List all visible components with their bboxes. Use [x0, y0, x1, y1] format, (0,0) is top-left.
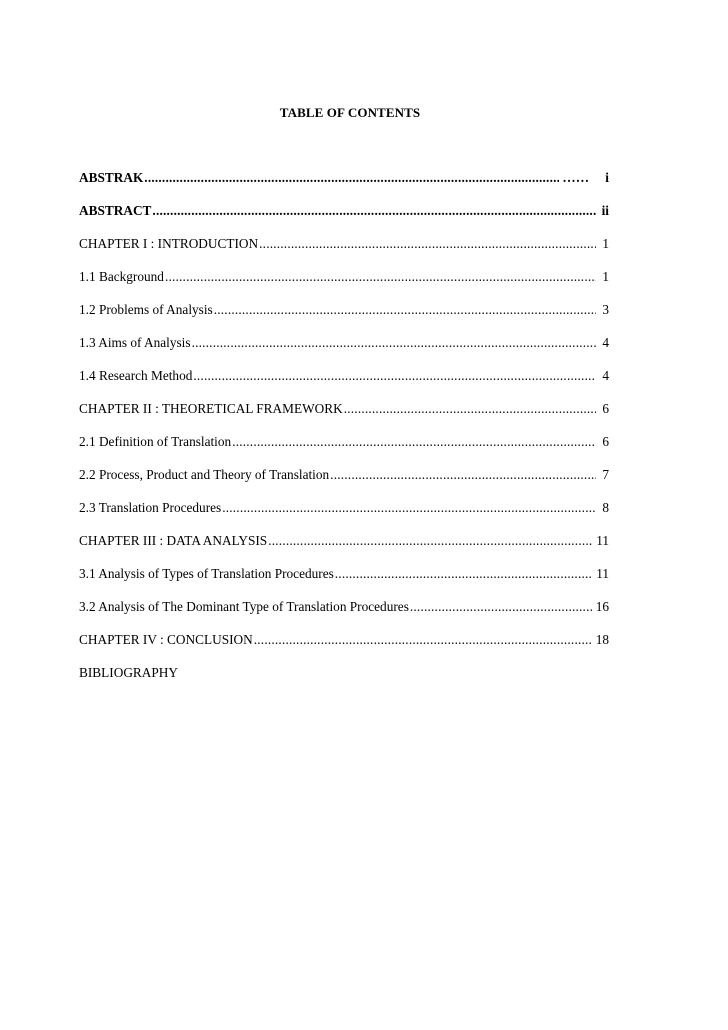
dot-leader — [254, 632, 593, 648]
toc-entry — [79, 269, 609, 302]
dot-leader — [144, 170, 559, 186]
toc-entry — [79, 401, 609, 434]
toc-entry — [79, 368, 609, 401]
page-title: TABLE OF CONTENTS — [279, 105, 421, 120]
toc-entry-label: 2.1 Definition of Translation — [79, 434, 232, 449]
toc-entry-page: 11 — [596, 566, 609, 581]
toc-entry-label: 1.1 Background — [79, 269, 164, 284]
toc-entry-label: 2.3 Translation Procedures — [79, 500, 222, 515]
toc-entry-label: CHAPTER III : DATA ANALYSIS — [79, 533, 268, 548]
dot-leader — [330, 467, 596, 483]
toc-entry-label: CHAPTER II : THEORETICAL FRAMEWORK — [79, 401, 343, 416]
toc-entry-page: 1 — [602, 269, 609, 284]
toc-entry-page: 6 — [602, 434, 609, 449]
toc-entry — [79, 203, 609, 236]
toc-entry — [79, 665, 609, 698]
dot-leader — [193, 368, 596, 384]
toc-entry — [79, 302, 609, 335]
toc-entry — [79, 599, 609, 632]
toc-entry — [79, 236, 609, 269]
toc-entry-extra: …… — [562, 170, 589, 185]
dot-leader — [410, 599, 593, 615]
dot-leader — [214, 302, 596, 318]
dot-leader — [268, 533, 593, 549]
toc-entry-page: 8 — [602, 500, 609, 515]
dot-leader — [192, 335, 596, 351]
toc-entry — [79, 467, 609, 500]
toc-entry-label: ABSTRACT — [79, 203, 152, 218]
toc-entry-page: ii — [601, 203, 609, 218]
toc-entry-label: CHAPTER I : INTRODUCTION — [79, 236, 259, 251]
dot-leader — [344, 401, 596, 417]
toc-entry — [79, 533, 609, 566]
toc-entry-page: i — [605, 170, 609, 185]
toc-entry — [79, 335, 609, 368]
dot-leader — [232, 434, 596, 450]
toc-entry — [79, 566, 609, 599]
dot-leader — [222, 500, 596, 516]
toc-entry-page: 4 — [602, 368, 609, 383]
toc-entry-label: 1.3 Aims of Analysis — [79, 335, 191, 350]
toc-entry-page: 3 — [602, 302, 609, 317]
dot-leader — [259, 236, 596, 252]
toc-entry-label: 3.1 Analysis of Types of Translation Procedures — [79, 566, 334, 581]
toc-entry-label: 2.2 Process, Product and Theory of Translation — [79, 467, 330, 482]
toc-entry — [79, 632, 609, 665]
toc-entry-page: 7 — [602, 467, 609, 482]
toc-entry-page: 18 — [595, 632, 609, 647]
toc-entry — [79, 170, 609, 203]
toc-entry-page: 4 — [602, 335, 609, 350]
toc-entry — [79, 500, 609, 533]
toc-entry-label: ABSTRAK — [79, 170, 144, 185]
toc-entry — [79, 434, 609, 467]
dot-leader — [152, 203, 596, 219]
toc-entry-label: CHAPTER IV : CONCLUSION — [79, 632, 253, 647]
toc-list — [79, 170, 609, 698]
toc-entry-page: 11 — [596, 533, 609, 548]
toc-entry-label: 1.4 Research Method — [79, 368, 193, 383]
toc-entry-page: 1 — [602, 236, 609, 251]
toc-entry-label: 1.2 Problems of Analysis — [79, 302, 213, 317]
toc-entry-label: BIBLIOGRAPHY — [79, 665, 178, 680]
dot-leader — [335, 566, 593, 582]
toc-entry-label: 3.2 Analysis of The Dominant Type of Translation Procedures — [79, 599, 409, 614]
dot-leader — [165, 269, 596, 285]
toc-entry-page: 6 — [602, 401, 609, 416]
toc-entry-page: 16 — [595, 599, 609, 614]
